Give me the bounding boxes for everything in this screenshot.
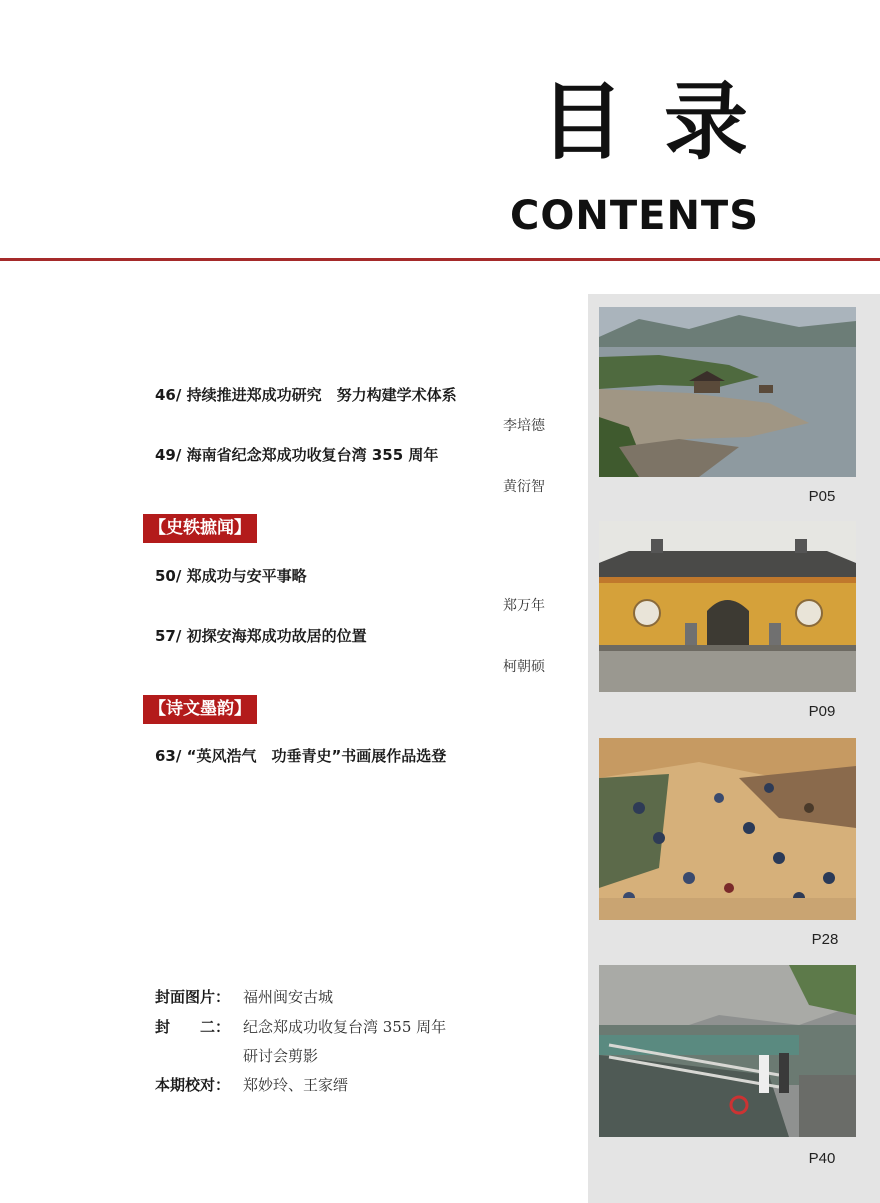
credit-proof-label: 本期校对：: [155, 1076, 231, 1094]
entry-title: 郑成功与安平事略: [186, 567, 307, 585]
entry-author: 郑万年: [503, 598, 545, 614]
painting-image: [599, 738, 856, 920]
credit-inside-value-cont: 研讨会剪影: [243, 1047, 319, 1065]
header-divider: [0, 258, 880, 261]
bridge-image: [599, 965, 856, 1137]
coast-image: [599, 307, 856, 477]
entry-57[interactable]: [155, 625, 367, 646]
entry-number: 46/: [155, 386, 182, 404]
entry-number: 49/: [155, 446, 182, 464]
temple-image: [599, 521, 856, 692]
entry-49[interactable]: [155, 444, 438, 465]
entry-author: 黄衍智: [503, 479, 545, 495]
page-title-cn: 目录: [540, 73, 789, 171]
entry-50[interactable]: [155, 565, 307, 586]
entry-number: 50/: [155, 567, 182, 585]
entry-title: 海南省纪念郑成功收复台湾 355 周年: [186, 446, 439, 464]
photo-caption: P28: [811, 931, 839, 948]
entry-author: 李培德: [503, 418, 545, 434]
credit-inside-value: 纪念郑成功收复台湾 355 周年: [243, 1018, 447, 1036]
credit-inside-label: 封 二：: [155, 1018, 231, 1036]
entry-number: 63/: [155, 747, 182, 765]
credit-proof-value: 郑妙玲、王家缙: [243, 1076, 349, 1094]
photo-caption: P40: [808, 1150, 836, 1167]
section-tag-poetry: 【诗文墨韵】: [143, 695, 257, 724]
entry-title: 初探安海郑成功故居的位置: [186, 627, 367, 645]
photo-coastal-temple[interactable]: [599, 307, 856, 477]
photo-stone-bridge[interactable]: [599, 965, 856, 1137]
photo-battle-painting[interactable]: [599, 738, 856, 920]
entry-number: 57/: [155, 627, 182, 645]
entry-46[interactable]: [155, 384, 457, 405]
page-title-en: CONTENTS: [510, 193, 760, 239]
entry-title: 持续推进郑成功研究 努力构建学术体系: [186, 386, 457, 404]
entry-title: “英风浩气 功垂青史”书画展作品选登: [186, 747, 447, 765]
credit-cover-value: 福州闽安古城: [243, 988, 334, 1006]
entry-63[interactable]: [155, 745, 446, 766]
photo-caption: P05: [808, 488, 836, 505]
photo-caption: P09: [808, 703, 836, 720]
credit-cover-label: 封面图片：: [155, 988, 231, 1006]
entry-author: 柯朝硕: [503, 659, 545, 675]
section-tag-history: 【史轶摭闻】: [143, 514, 257, 543]
photo-temple-gate[interactable]: [599, 521, 856, 692]
